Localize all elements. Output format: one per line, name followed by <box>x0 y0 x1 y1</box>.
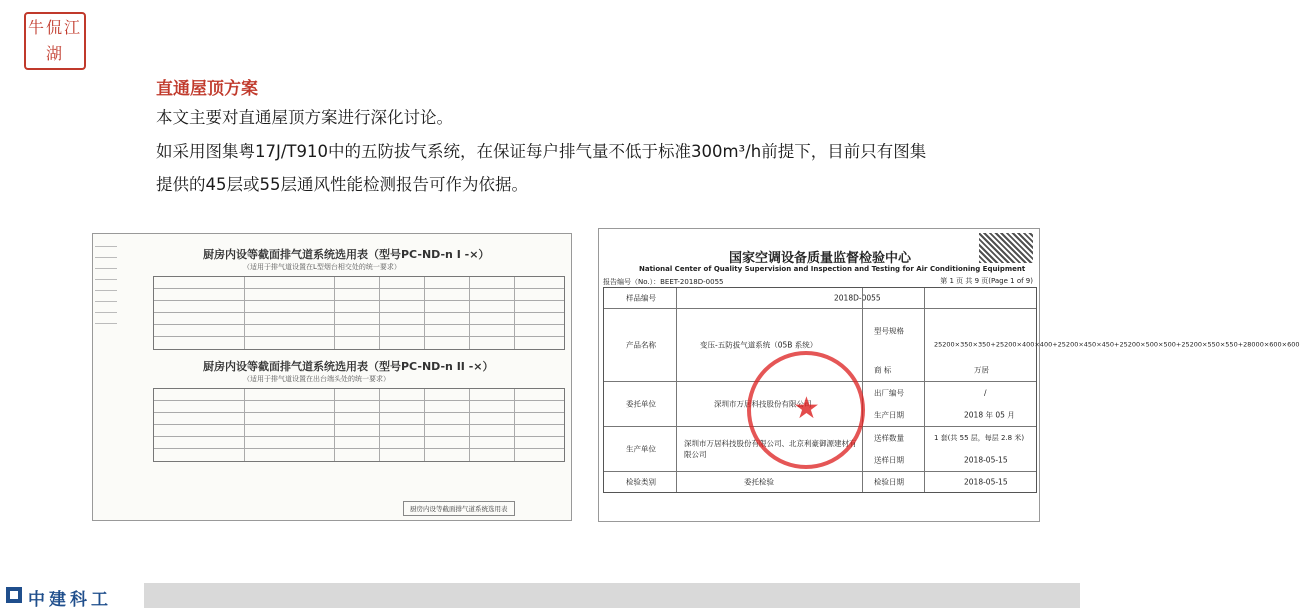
table-row: 生产单位 深圳市万居科技股份有限公司、北京利豪御源建材有限公司 送样数量 1 套(共 55 层，每层 2.8 米) 送样日期 2018-05-15 <box>604 427 1036 472</box>
table2-grid <box>153 388 565 462</box>
company-name: 中建科工 <box>28 590 112 610</box>
test-report-scan <box>598 228 1300 522</box>
seal-logo <box>24 12 86 70</box>
footer-bar <box>144 583 1080 608</box>
table-row: 检验类别 委托检验 检验日期 2018-05-15 <box>626 477 1008 487</box>
table1-subtitle: （适用于排气道设置在L型烟台相交处的统一要求） <box>243 263 401 271</box>
table2-subtitle: （适用于排气道设置在出台端头处的统一要求） <box>243 375 390 383</box>
star-icon: ★ <box>793 391 820 426</box>
table-row: 产品名称 变压-五防拔气道系统（05B 系统） 型号规格 25200×350×350+25200×400×400+25200×450×450+25200×500×500+25200×550×550+28000×600×600 商 标 万居 <box>604 309 1036 382</box>
report-number: 报告编号（No.）：BEET-2018D-0055 <box>603 278 724 286</box>
table2-title: 厨房内设等截面排气道系统选用表（型号PC-ND-n II -×） <box>203 360 494 373</box>
paragraph-1: 本文主要对直通屋顶方案进行深化讨论。 <box>156 108 453 127</box>
company-logo-icon <box>6 587 22 603</box>
seal-text: 牛侃江湖 <box>27 18 82 63</box>
report-org-en: National Center of Quality Supervision and Inspection and Testing for Air Conditioning Equipment <box>639 265 1026 273</box>
paragraph-3: 提供的45层或55层通风性能检测报告可作为依据。 <box>156 175 528 194</box>
table1-title: 厨房内设等截面排气道系统选用表（型号PC-ND-n I -×） <box>203 248 490 261</box>
scan-side-column <box>95 236 117 518</box>
table1-grid <box>153 276 565 350</box>
report-org-cn: 国家空调设备质量监督检验中心 <box>729 251 912 266</box>
red-stamp <box>747 351 865 469</box>
table-row: 委托单位 深圳市万居科技股份有限公司 出厂编号 / 生产日期 2018 年 05 月 <box>604 382 1036 427</box>
scan-footer: 厨房内设等截面排气道系统选用表 <box>403 501 515 516</box>
design-table-scan <box>92 233 572 521</box>
paragraph-2: 如采用图集粤17J/T910中的五防拔气系统，在保证每户排气量不低于标准300m³/h前提下，目前只有图集 <box>156 142 927 161</box>
qr-code-icon <box>979 233 1033 263</box>
report-page: 第 1 页 共 9 页(Page 1 of 9) <box>940 277 1033 285</box>
section-heading: 直通屋顶方案 <box>156 79 258 99</box>
table-row: 样品编号 2018D-0055 <box>604 288 1036 309</box>
